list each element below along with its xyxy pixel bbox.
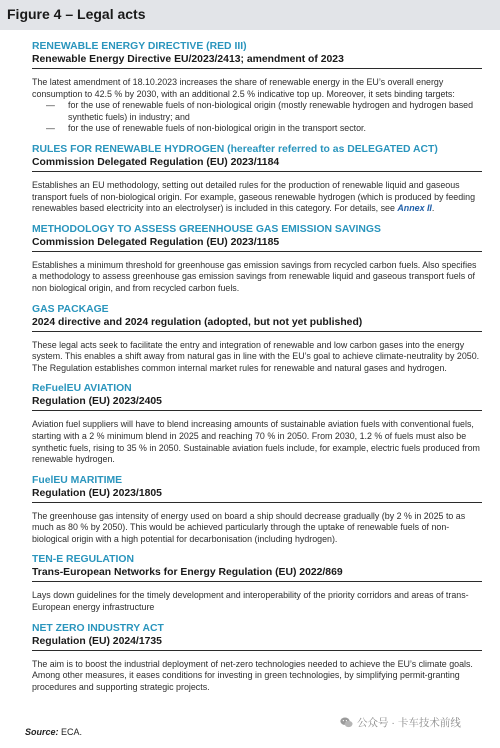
source-colon: : [55,727,59,737]
act-title: FuelEU MARITIME [32,474,123,486]
act-reference: Trans-European Networks for Energy Regulation (EU) 2022/869 [32,566,482,582]
list-item [46,100,482,123]
act-title: METHODOLOGY TO ASSESS GREENHOUSE GAS EMISSION SAVINGS [32,223,381,235]
act-title: GAS PACKAGE [32,303,109,315]
act-ghg-methodology [32,223,482,295]
act-title: RENEWABLE ENERGY DIRECTIVE (RED III) [32,41,247,52]
act-description: The aim is to boost the industrial deployment of net-zero technologies needed to achieve the EU’s climate goals. Among other measures, it eases conditions for investing in green technologies, by simplifying permit-granting procedures and supporting strategic projects. [32,658,473,692]
act-body-text: Establishes an EU methodology, setting out detailed rules for the production of renewable liquid and gaseous transport fuels of non-biological origin. For example, gaseous renewable hydrogen (which is produced by feeding renewables based electricity into an electrolyser) is included in this category. For details, see [32,179,476,214]
act-description: Lays down guidelines for the timely development and interoperability of the priority corridors and areas of trans-European energy infrastructure [32,590,469,613]
bullet-text: for the use of renewable fuels of non-biological origin in the transport sector. [68,123,366,134]
act-refueleu-aviation [32,382,482,465]
act-reference: Renewable Energy Directive EU/2023/2413; amendment of 2023 [32,53,482,69]
act-description [32,77,482,135]
act-description: The greenhouse gas intensity of energy used on board a ship should decrease gradually (by 2 % in 2025 to as much as 80 % by 2050). This would be achieved particularly through the uptake of renewable fuels of non-biological origin with a high potential for decarbonisation (including hydrogen). [32,510,466,544]
source-label: Source [25,727,56,737]
act-title: NET ZERO INDUSTRY ACT [32,622,164,634]
list-item [46,123,482,135]
wechat-watermark [340,715,461,730]
act-reference: Regulation (EU) 2023/2405 [32,395,482,411]
figure-title: Figure 4 – Legal acts [7,6,146,22]
source-text: ECA. [58,727,83,737]
act-description [32,180,482,215]
act-net-zero-industry [32,622,482,694]
act-title: RULES FOR RENEWABLE HYDROGEN (hereafter referred to as DELEGATED ACT) [32,143,438,155]
act-body-text: The latest amendment of 18.10.2023 increases the share of renewable energy in the EU’s overall energy consumption to 42.5 % by 2030, with an additional 2.5 % indicative top up. Moreover, it sets binding targets: [32,77,455,99]
figure-header [0,0,500,30]
legal-acts-list [32,40,482,701]
act-gas-package [32,303,482,375]
act-reference: Regulation (EU) 2023/1805 [32,487,482,503]
act-red-iii [32,40,482,135]
act-title: ReFuelEU AVIATION [32,383,132,395]
act-reference: Commission Delegated Regulation (EU) 2023/1184 [32,156,482,172]
act-fueleu-maritime [32,474,482,546]
act-reference: Regulation (EU) 2024/1735 [32,635,482,651]
act-reference: 2024 directive and 2024 regulation (adopted, but not yet published) [32,316,482,332]
bullet-list [32,100,482,135]
act-renewable-hydrogen [32,143,482,215]
act-ten-e-regulation [32,553,482,613]
annex-link[interactable]: Annex II [397,203,432,214]
act-description: Aviation fuel suppliers will have to blend increasing amounts of sustainable aviation fuels with conventional fuels, starting with a 2 % minimum blend in 2025 and reaching 70 % in 2050. From 2030, 1.2 % of fuels must also be synthetic fuels, rising to 35 % in 2050. Sustainable aviation fuels include, for example, electric fuels produced from renewable hydrogen. [32,419,480,465]
watermark-text: 公众号 · 卡车技术前线 [357,717,461,729]
dash-marker: — [46,100,55,111]
wechat-icon [340,717,353,728]
act-body-end: . [431,203,435,214]
dash-marker: — [46,123,55,134]
bullet-text: for the use of renewable fuels of non-biological origin (mostly renewable hydrogen and hydrogen based synthetic fuels) in industry; and [68,100,474,122]
act-title: TEN-E REGULATION [32,554,134,566]
source-note [25,727,82,737]
act-description: Establishes a minimum threshold for greenhouse gas emission savings from recycled carbon fuels. Also specifies a methodology to assess greenhouse gas emission savings from renewable liquid and gaseous transport fuels of non biological origin, and from recycled carbon fuels. [32,259,477,293]
act-reference: Commission Delegated Regulation (EU) 2023/1185 [32,236,482,252]
act-description: These legal acts seek to facilitate the entry and integration of renewable and low carbon gases into the energy system. This enables a shift away from natural gas in line with the EU’s goal to achieve climate-neutrality by 2050. The Regulation establishes common internal market rules for renewable and natural gases and hydrogen. [32,339,480,373]
